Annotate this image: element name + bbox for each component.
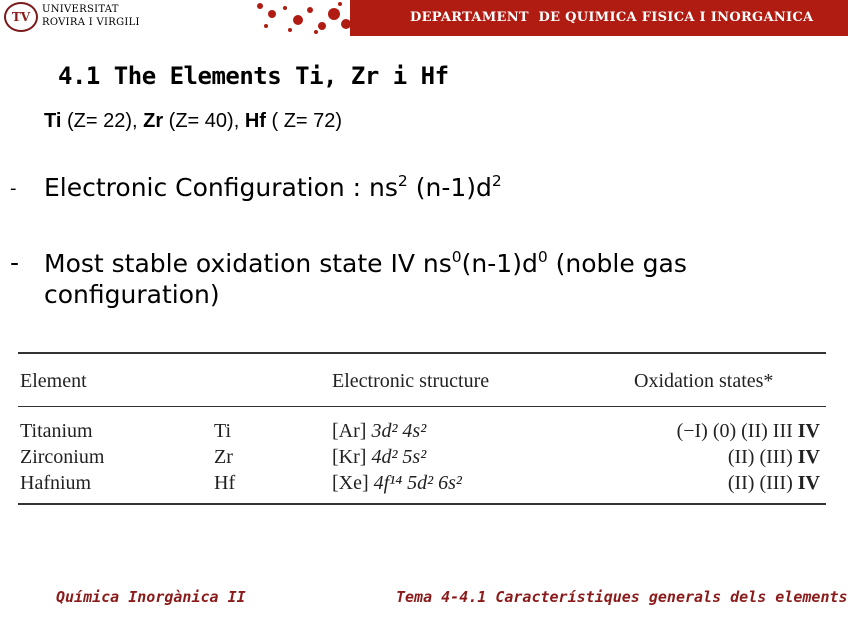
symbol-zr: Zr [143, 110, 164, 132]
footer-course: Química Inorgànica II [56, 588, 246, 606]
symbol-ti: Ti [44, 110, 62, 132]
cell-oxidation: (II) (III) IV [727, 446, 820, 468]
university-name-line2: ROVIRA I VIRGILI [42, 17, 140, 28]
elements-table [18, 350, 826, 510]
university-name-line1: UNIVERSITAT [42, 4, 119, 15]
header-element: Element [20, 370, 87, 392]
decorative-splatter [250, 0, 390, 36]
z-hf: ( Z= 72) [265, 110, 343, 132]
footer-topic: Tema 4-4.1 Característiques generals dels elements [396, 588, 848, 606]
bullet-text-line2: configuration) [44, 280, 220, 309]
cell-symbol: Zr [214, 446, 233, 468]
bullet-dash: - [10, 178, 17, 199]
z-zr: (Z= 40), [163, 110, 245, 132]
cell-oxidation: (II) (III) IV [727, 472, 820, 494]
university-logo: TV [4, 2, 38, 32]
slide-title: 4.1 The Elements Ti, Zr i Hf [58, 62, 449, 90]
header-oxidation-states: Oxidation states* [634, 370, 774, 392]
cell-structure: [Xe] 4f¹⁴ 5d² 6s² [332, 472, 462, 494]
university-name [42, 3, 140, 29]
department-name: DEPARTAMENT DE QUIMICA FISICA I INORGANICA [410, 10, 814, 25]
bullet-dash: - [10, 248, 20, 277]
cell-element: Hafnium [20, 472, 92, 494]
cell-symbol: Hf [214, 472, 236, 494]
cell-oxidation: (−I) (0) (II) III IV [676, 420, 820, 442]
table-header-rule [18, 406, 826, 407]
header-bar [0, 0, 848, 36]
table-top-rule [18, 352, 826, 354]
cell-symbol: Ti [214, 420, 232, 442]
cell-element: Zirconium [20, 446, 105, 468]
bullet-text: Electronic Configuration : $ns^2$ $(n-1)d^2$ [44, 171, 502, 202]
atomic-numbers [44, 110, 342, 133]
table-bottom-rule [18, 503, 826, 505]
header-electronic-structure: Electronic structure [332, 370, 490, 392]
z-ti: (Z= 22), [61, 110, 144, 132]
cell-structure: [Ar] 3d² 4s² [332, 420, 427, 442]
bullet-text: Most stable oxidation state IV $ns^0(n-1)d^0$ (noble gas configuration) [44, 247, 687, 309]
cell-structure: [Kr] 4d² 5s² [332, 446, 427, 468]
symbol-hf: Hf [244, 110, 266, 132]
cell-element: Titanium [20, 420, 93, 442]
